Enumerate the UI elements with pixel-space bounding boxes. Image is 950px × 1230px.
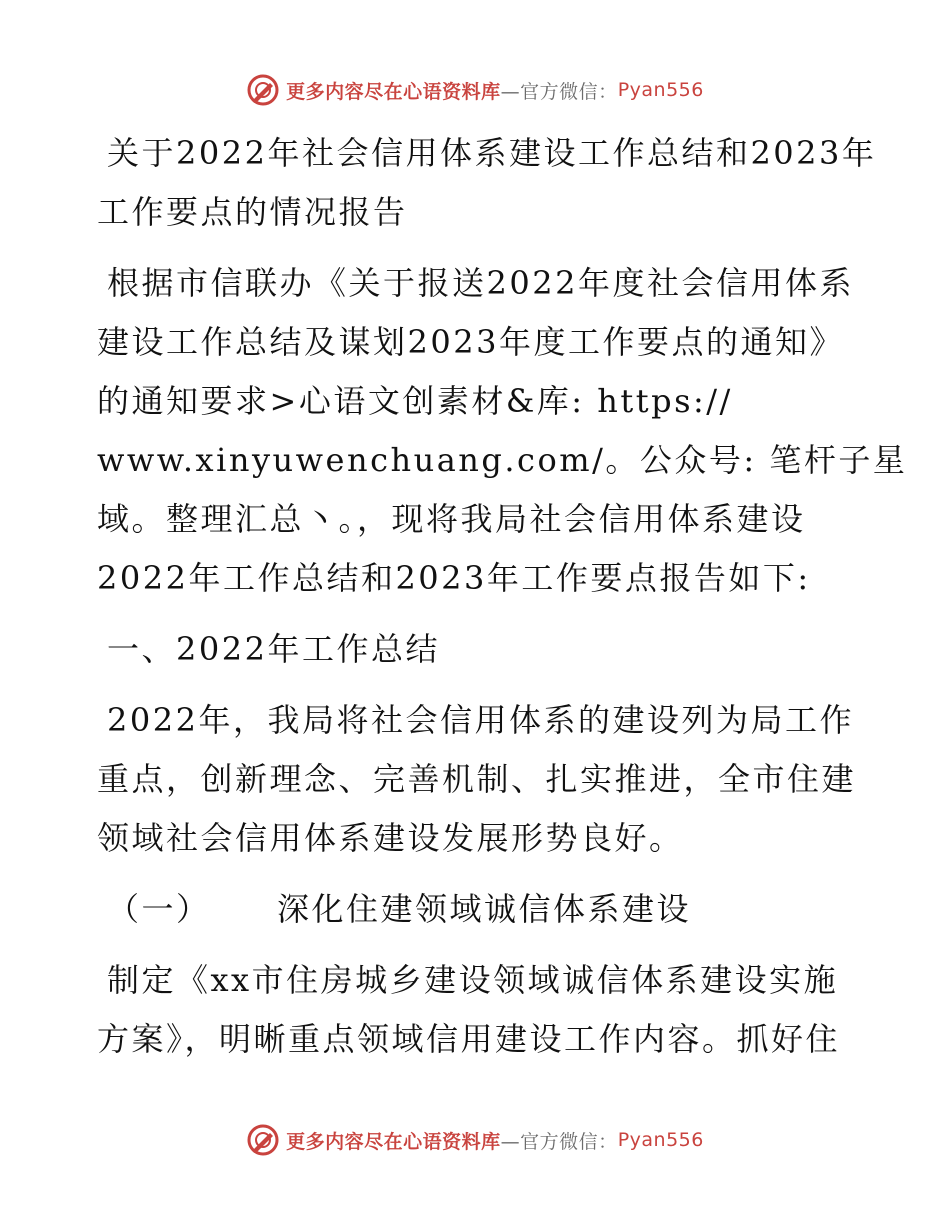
pen-logo-icon: [246, 1123, 280, 1157]
banner-dash: —官方微信：: [500, 80, 618, 103]
intro-line-6: 2022年工作总结和2023年工作要点报告如下:: [97, 559, 811, 597]
subsection-1-paragraph: [97, 951, 857, 1069]
section-1-paragraph: [97, 691, 857, 868]
subsection-1-line-2: 方案》，明晰重点领域信用建设工作内容。抓好住: [97, 1020, 841, 1058]
intro-line-2: 建设工作总结及谋划2023年度工作要点的通知》: [97, 323, 844, 361]
section-1-line-3: 领域社会信用体系建设发展形势良好。: [97, 819, 684, 857]
title-line-1: 关于2022年社会信用体系建设工作总结和2023年: [107, 134, 877, 172]
document-title: [97, 124, 877, 242]
footer-wechat-id: Pyan556: [617, 1129, 704, 1151]
intro-line-3: 的通知要求>心语文创素材&库: https://: [97, 382, 733, 420]
title-line-2: 工作要点的情况报告: [97, 193, 408, 231]
header-banner: [0, 70, 950, 110]
intro-line-4: www.xinyuwenchuang.com/。公众号: 笔杆子星: [97, 441, 908, 479]
intro-paragraph: [97, 254, 908, 608]
banner-wechat-id: Pyan556: [617, 79, 704, 101]
document-body: [97, 124, 908, 1069]
intro-line-1: 根据市信联办《关于报送2022年度社会信用体系: [107, 264, 854, 302]
pen-logo-icon: [246, 73, 280, 107]
subsection-number: （一）: [107, 890, 211, 928]
subsection-title: 深化住建领域诚信体系建设: [277, 890, 692, 928]
footer-banner: [0, 1120, 950, 1160]
section-heading-1: 一、2022年工作总结: [107, 630, 440, 668]
banner-brand: 更多内容尽在心语资料库: [286, 80, 501, 103]
subsection-heading-1: [97, 880, 857, 939]
intro-line-5: 域。整理汇总丶。，现将我局社会信用体系建设: [97, 500, 806, 538]
footer-brand: 更多内容尽在心语资料库: [286, 1130, 501, 1153]
section-1-line-2: 重点，创新理念、完善机制、扎实推进，全市住建: [97, 760, 857, 798]
footer-dash: —官方微信：: [500, 1130, 618, 1153]
section-1-line-1: 2022年，我局将社会信用体系的建设列为局工作: [107, 701, 854, 739]
subsection-1-line-1: 制定《xx市住房城乡建设领域诚信体系建设实施: [107, 961, 839, 999]
